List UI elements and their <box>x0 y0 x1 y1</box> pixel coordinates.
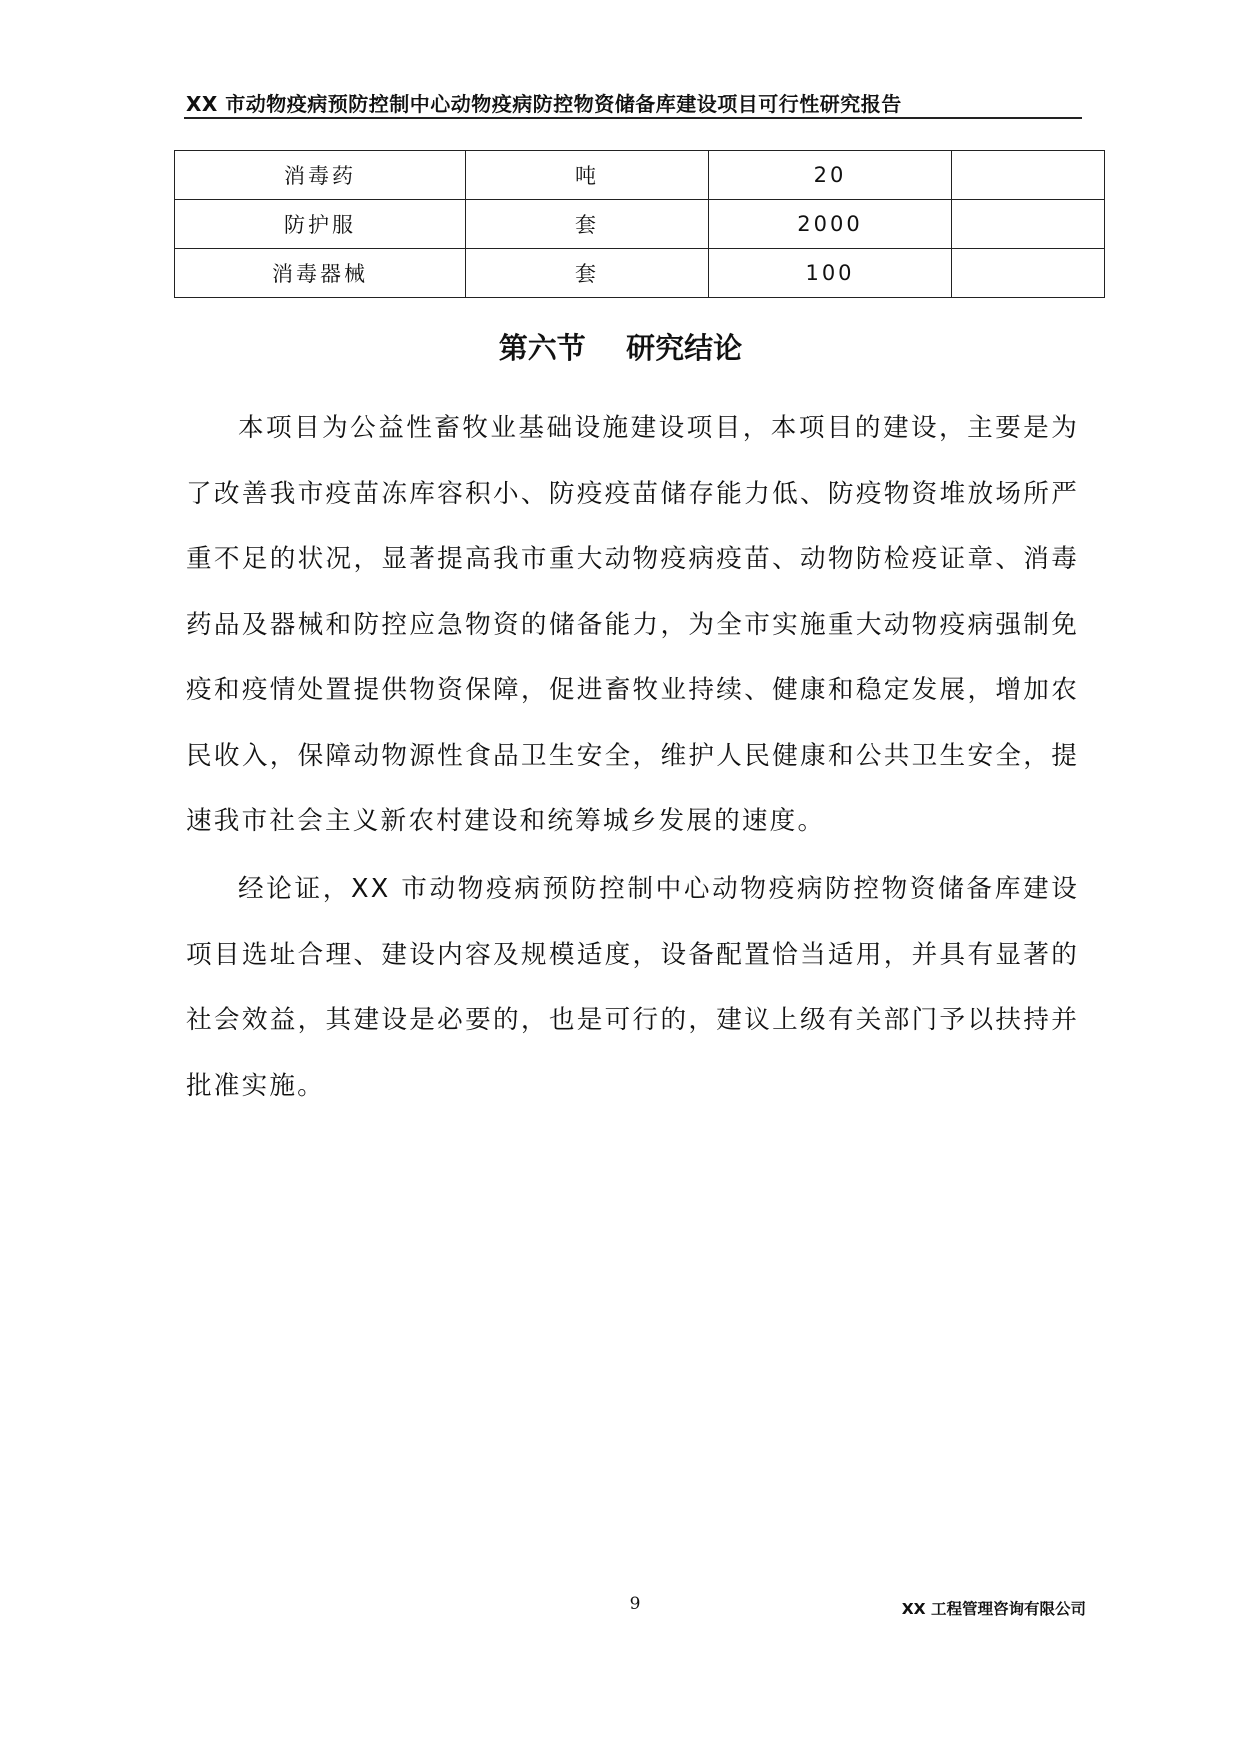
table-cell-name: 防护服 <box>175 200 466 249</box>
header-rule <box>184 117 1082 119</box>
table-cell-quantity: 100 <box>709 249 952 298</box>
table-cell-unit: 套 <box>466 200 709 249</box>
materials-table <box>174 150 1105 298</box>
table-row <box>175 249 1105 298</box>
table-row <box>175 151 1105 200</box>
section-title: 第六节 研究结论 <box>498 331 743 365</box>
table-cell-unit: 吨 <box>466 151 709 200</box>
table-cell-note <box>952 151 1105 200</box>
table-cell-note <box>952 249 1105 298</box>
table-cell-name: 消毒药 <box>175 151 466 200</box>
table-cell-quantity: 20 <box>709 151 952 200</box>
table-row <box>175 200 1105 249</box>
table-cell-unit: 套 <box>466 249 709 298</box>
table-cell-quantity: 2000 <box>709 200 952 249</box>
table-cell-name: 消毒器械 <box>175 249 466 298</box>
running-header: XX 市动物疫病预防控制中心动物疫病防控物资储备库建设项目可行性研究报告 <box>186 92 902 116</box>
page-number: 9 <box>629 1594 641 1614</box>
footer-company: XX 工程管理咨询有限公司 <box>901 1600 1086 1618</box>
table-cell-note <box>952 200 1105 249</box>
paragraph-recommendation: 经论证，XX 市动物疫病预防控制中心动物疫病防控物资储备库建设项目选址合理、建设内容及规模适度，设备配置恰当适用，并具有显著的社会效益，其建设是必要的，也是可行的，建议上级有关部门予以扶持并批准实施。 <box>186 874 1079 1101</box>
paragraph-conclusion: 本项目为公益性畜牧业基础设施建设项目，本项目的建设，主要是为了改善我市疫苗冻库容积小、防疫疫苗储存能力低、防疫物资堆放场所严重不足的状况，显著提高我市重大动物疫病疫苗、动物防检疫证章、消毒药品及器械和防控应急物资的储备能力，为全市实施重大动物疫病强制免疫和疫情处置提供物资保障，促进畜牧业持续、健康和稳定发展，增加农民收入，保障动物源性食品卫生安全，维护人民健康和公共卫生安全，提速我市社会主义新农村建设和统筹城乡发展的速度。 <box>186 413 1079 836</box>
